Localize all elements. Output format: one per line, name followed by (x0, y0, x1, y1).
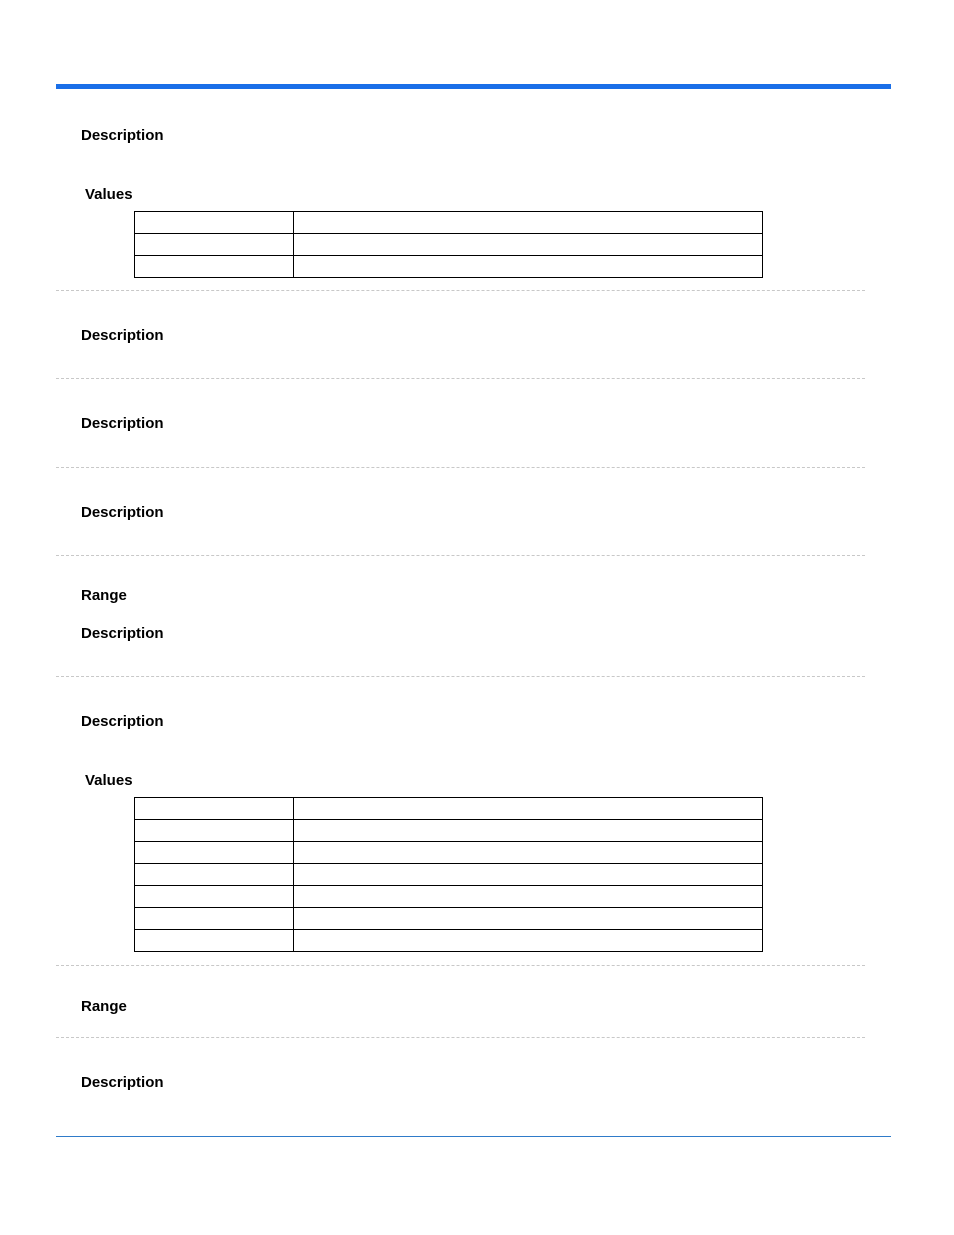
section-divider (56, 1037, 865, 1038)
section-divider (56, 965, 865, 966)
table-cell (135, 864, 294, 886)
section-label-description: Description (81, 1074, 164, 1091)
section-label-description: Description (81, 504, 164, 521)
table-cell (294, 212, 763, 234)
table-row (135, 212, 763, 234)
table-row (135, 864, 763, 886)
section-label-values: Values (85, 186, 133, 203)
header-accent-rule (56, 84, 891, 89)
section-label-description: Description (81, 713, 164, 730)
section-divider (56, 555, 865, 556)
table-cell (294, 798, 763, 820)
table-row (135, 234, 763, 256)
table-cell (294, 864, 763, 886)
section-divider (56, 378, 865, 379)
section-label-description: Description (81, 327, 164, 344)
footer-rule (56, 1136, 891, 1137)
table-cell (294, 842, 763, 864)
table-row (135, 908, 763, 930)
table-cell (135, 256, 294, 278)
section-label-description: Description (81, 127, 164, 144)
section-divider (56, 290, 865, 291)
values-table-1 (134, 211, 763, 278)
table-row (135, 798, 763, 820)
table-cell (135, 930, 294, 952)
section-label-description: Description (81, 415, 164, 432)
table-cell (294, 908, 763, 930)
section-label-range: Range (81, 587, 127, 604)
table-cell (135, 212, 294, 234)
table-cell (135, 842, 294, 864)
table-row (135, 842, 763, 864)
table-cell (294, 234, 763, 256)
table-cell (294, 886, 763, 908)
table-cell (135, 798, 294, 820)
table-cell (135, 820, 294, 842)
section-label-range: Range (81, 998, 127, 1015)
table-row (135, 820, 763, 842)
table-cell (294, 820, 763, 842)
section-divider (56, 467, 865, 468)
table-cell (294, 256, 763, 278)
table-row (135, 886, 763, 908)
table-row (135, 256, 763, 278)
section-label-description: Description (81, 625, 164, 642)
table-row (135, 930, 763, 952)
section-divider (56, 676, 865, 677)
section-label-values: Values (85, 772, 133, 789)
table-cell (135, 886, 294, 908)
table-cell (135, 234, 294, 256)
table-cell (135, 908, 294, 930)
values-table-2 (134, 797, 763, 952)
table-cell (294, 930, 763, 952)
